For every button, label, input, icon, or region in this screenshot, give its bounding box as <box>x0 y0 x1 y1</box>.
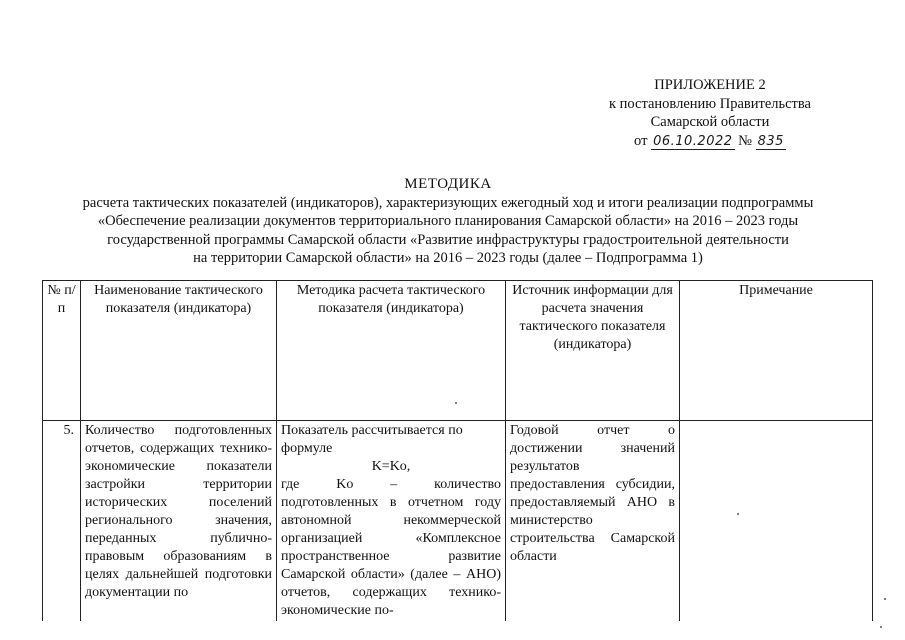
header-note: Примечание <box>680 281 873 421</box>
scan-speck <box>455 402 457 404</box>
appendix-line-2: Самарской области <box>650 114 770 130</box>
table-row <box>43 421 873 622</box>
appendix-line-1: к постановлению Правительства <box>609 95 811 112</box>
row-name: Количество подготовленных отчетов, содержащих технико-экономические показатели застройки территории исторических поселений регионального значения, переданных публично-правовым образованиям в целях дальнейшей подготовки документации по <box>81 421 277 622</box>
title-line-2: «Обеспечение реализации документов территориального планирования Самарской области» на 2016 – 2023 годы <box>97 213 799 229</box>
document-title <box>40 175 856 268</box>
indicators-table <box>42 280 873 621</box>
method-intro: Показатель рассчитывается по формуле <box>281 423 463 456</box>
header-source: Источник информации для расчета значения тактического показателя (индикатора) <box>506 281 680 421</box>
table-header-row <box>43 281 873 421</box>
handwritten-number: 835 <box>757 133 784 149</box>
row-source: Годовой отчет о достижении значений результатов предоставления субсидии, предоставляемый АНО в министерство строительства Самарской области <box>506 421 680 622</box>
title-heading: МЕТОДИКА <box>404 176 492 192</box>
method-rest: где Ko – количество подготовленных в отчетном году автономной некоммерческой организацией «Комплексное пространственное развитие Самарской области» (далее – АНО) отчетов, содержащих технико-экономические по- <box>281 477 501 618</box>
handwritten-date: 06.10.2022 <box>653 133 733 149</box>
number-label: № <box>738 132 752 149</box>
row-note <box>680 421 873 622</box>
scan-speck <box>884 598 886 600</box>
row-method <box>277 421 506 622</box>
scan-speck <box>880 626 882 628</box>
from-label: от <box>634 132 648 149</box>
title-line-1: расчета тактических показателей (индикаторов), характеризующих ежегодный ход и итоги реализации подпрограммы <box>82 194 814 211</box>
header-method: Методика расчета тактического показателя (индикатора) <box>277 281 506 421</box>
appendix-title: ПРИЛОЖЕНИЕ 2 <box>654 77 766 93</box>
header-num: № п/п <box>43 281 81 421</box>
appendix-date-line <box>560 132 860 152</box>
title-line-3: государственной программы Самарской области «Развитие инфраструктуры градостроительной деятельности <box>107 231 789 248</box>
title-line-4: на территории Самарской области» на 2016 – 2023 годы (далее – Подпрограмма 1) <box>193 250 703 266</box>
row-num: 5. <box>43 421 81 622</box>
scan-speck <box>737 513 739 515</box>
header-name: Наименование тактического показателя (индикатора) <box>81 281 277 421</box>
method-formula: K=Ko, <box>371 459 411 474</box>
appendix-block <box>560 76 860 151</box>
